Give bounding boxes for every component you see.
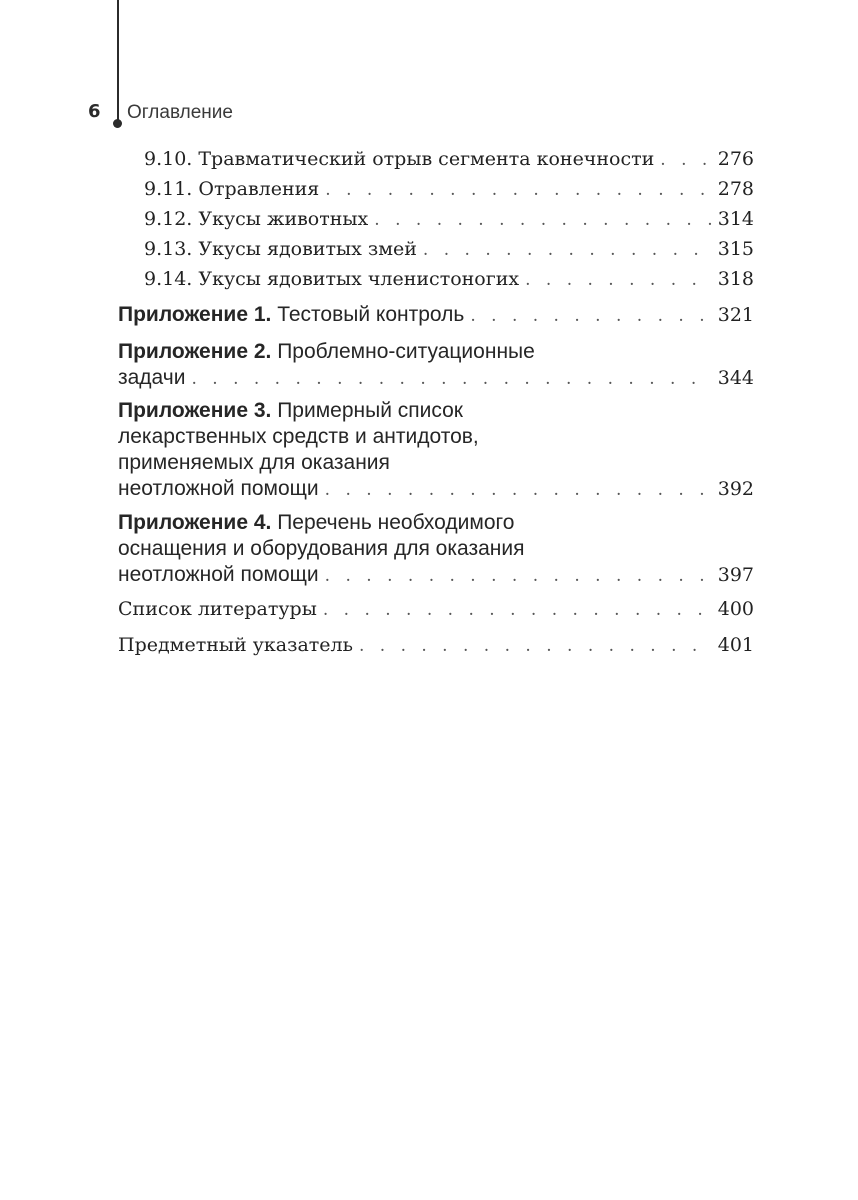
- appendix-title-line: Тестовый контроль: [277, 303, 465, 326]
- toc-entry-label: 9.11. Отравления: [144, 178, 320, 200]
- dot-leader: [374, 205, 711, 235]
- toc-entry-subject-index[interactable]: [118, 630, 754, 661]
- toc-entry-page: 318: [717, 268, 754, 290]
- appendix-title-line: неотложной помощи: [118, 477, 319, 500]
- toc-entry-appendix-3[interactable]: [118, 398, 754, 503]
- toc-entry-page: 321: [717, 304, 754, 326]
- appendix-title-line: Перечень необходимого: [277, 511, 515, 534]
- dot-leader: [660, 145, 711, 175]
- toc-entry-label: Список литературы: [118, 598, 317, 620]
- toc-entry-label: 9.13. Укусы ядовитых змей: [144, 238, 417, 260]
- toc-entry-label: 9.12. Укусы животных: [144, 208, 369, 230]
- dot-leader: [470, 303, 711, 329]
- appendix-title-line: лекарственных средств и антидотов,: [118, 425, 479, 448]
- toc-entry-page: 344: [717, 367, 754, 389]
- toc-entry-9-14[interactable]: [118, 264, 754, 295]
- toc-entry-page: 314: [717, 208, 754, 230]
- appendix-title-line: Проблемно-ситуационные: [277, 340, 535, 363]
- running-title: Оглавление: [127, 102, 233, 123]
- dot-leader: [359, 631, 712, 661]
- margin-rule: [117, 0, 119, 122]
- toc-entry-appendix-1[interactable]: [118, 302, 754, 329]
- appendix-title-line: Примерный список: [277, 399, 463, 422]
- toc-entry-9-12[interactable]: [118, 204, 754, 235]
- toc-entry-page: 400: [717, 598, 754, 620]
- toc-entry-page: 276: [717, 148, 754, 170]
- toc-entry-label: Предметный указатель: [118, 634, 353, 656]
- toc-entry-9-13[interactable]: [118, 234, 754, 265]
- toc-entry-appendix-2[interactable]: [118, 339, 754, 392]
- dot-leader: [423, 235, 712, 265]
- dot-leader: [325, 563, 712, 589]
- appendix-number: Приложение 3.: [118, 399, 272, 422]
- toc-entry-page: 392: [717, 478, 754, 500]
- page-number: 6: [88, 101, 101, 122]
- dot-leader: [323, 595, 712, 625]
- toc-entry-page: 278: [717, 178, 754, 200]
- toc-entry-label: 9.10. Травматический отрыв сегмента конечности: [144, 148, 655, 170]
- dot-leader: [191, 366, 711, 392]
- toc-entry-page: 315: [717, 238, 754, 260]
- toc-entry-bibliography[interactable]: [118, 594, 754, 625]
- appendix-number: Приложение 2.: [118, 340, 272, 363]
- toc-entry-9-10[interactable]: [118, 144, 754, 175]
- toc-entry-label: 9.14. Укусы ядовитых членистоногих: [144, 268, 520, 290]
- toc-entry-page: 397: [717, 564, 754, 586]
- dot-leader: [525, 265, 712, 295]
- appendix-number: Приложение 1.: [118, 303, 272, 326]
- appendix-number: Приложение 4.: [118, 511, 272, 534]
- appendix-title-line: оснащения и оборудования для оказания: [118, 537, 525, 560]
- margin-dot: [113, 119, 122, 128]
- dot-leader: [325, 477, 712, 503]
- appendix-title-line: неотложной помощи: [118, 563, 319, 586]
- dot-leader: [325, 175, 711, 205]
- toc-entry-page: 401: [717, 634, 754, 656]
- appendix-title-line: применяемых для оказания: [118, 451, 390, 474]
- appendix-title-line: задачи: [118, 366, 186, 389]
- toc-entry-appendix-4[interactable]: [118, 510, 754, 589]
- toc-entry-9-11[interactable]: [118, 174, 754, 205]
